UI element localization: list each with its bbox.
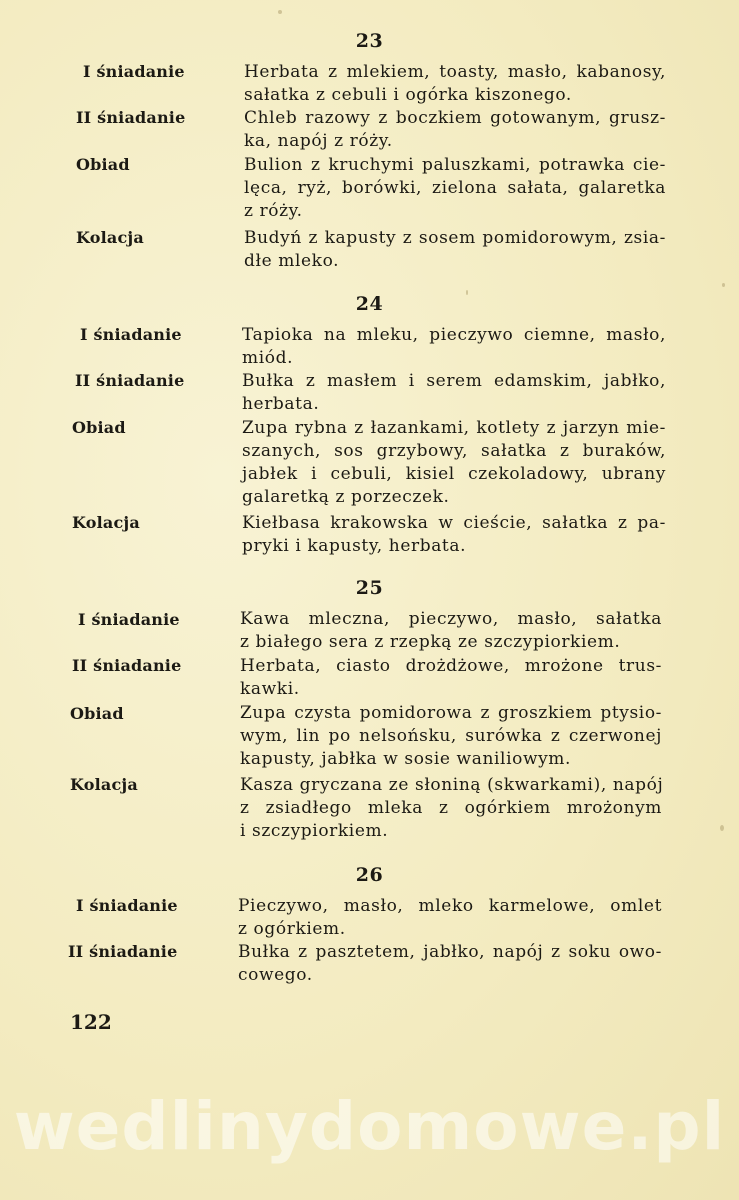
meal-text-line: szanych, sos grzybowy, sałatka z buraków, <box>242 441 666 461</box>
meal-text-line: z róży. <box>244 201 303 221</box>
meal-text-line: galaretką z porzeczek. <box>242 487 450 507</box>
meal-label-supper: Kolacja <box>76 228 144 247</box>
day-number-25: 25 <box>355 577 384 599</box>
day-number-26: 26 <box>355 864 384 886</box>
meal-text-line: cowego. <box>238 965 313 985</box>
meal-label-breakfast-1: I śniadanie <box>78 610 180 629</box>
page-number: 122 <box>70 1010 112 1034</box>
meal-text-line: Herbata z mlekiem, toasty, masło, kabanosy, <box>244 62 666 82</box>
meal-text-line: Chleb razowy z boczkiem gotowanym, grusz- <box>244 108 666 128</box>
meal-label-breakfast-2: II śniadanie <box>72 656 182 675</box>
meal-label-breakfast-2: II śniadanie <box>68 942 178 961</box>
meal-text-line: Bułka z masłem i serem edamskim, jabłko, <box>242 371 666 391</box>
meal-label-breakfast-2: II śniadanie <box>76 108 186 127</box>
meal-text-line: z ogórkiem. <box>238 919 346 939</box>
meal-text-line: Zupa rybna z łazankami, kotlety z jarzyn mie- <box>242 418 666 438</box>
meal-text-line: lęca, ryż, borówki, zielona sałata, galaretka <box>244 178 666 198</box>
meal-text-line: herbata. <box>242 394 320 414</box>
meal-text-line: pryki i kapusty, herbata. <box>242 536 467 556</box>
meal-text-line: Herbata, ciasto drożdżowe, mrożone trus- <box>240 656 662 676</box>
paper-speck <box>720 825 724 831</box>
meal-label-breakfast-1: I śniadanie <box>80 325 182 344</box>
meal-label-supper: Kolacja <box>70 775 138 794</box>
day-number-23: 23 <box>355 30 384 52</box>
meal-text-line: dłe mleko. <box>244 251 340 271</box>
meal-text-line: Kasza gryczana ze słoniną (skwarkami), napój <box>240 775 664 795</box>
watermark-text: wedlinydomowe.pl <box>13 1088 726 1165</box>
meal-text-line: i szczypiorkiem. <box>240 821 389 841</box>
meal-text-line: kapusty, jabłka w sosie waniliowym. <box>240 749 572 769</box>
day-number-24: 24 <box>355 293 384 315</box>
meal-label-breakfast-2: II śniadanie <box>75 371 185 390</box>
meal-text-line: miód. <box>242 348 294 368</box>
meal-text-line: kawki. <box>240 679 300 699</box>
meal-text-line: Zupa czysta pomidorowa z groszkiem ptysio- <box>240 703 662 723</box>
meal-text-line: sałatka z cebuli i ogórka kiszonego. <box>244 85 572 105</box>
meal-text-line: jabłek i cebuli, kisiel czekoladowy, ubrany <box>242 464 666 484</box>
meal-label-lunch: Obiad <box>70 704 124 723</box>
meal-label-breakfast-1: I śniadanie <box>83 62 185 81</box>
meal-text-line: Bulion z kruchymi paluszkami, potrawka cie- <box>244 155 666 175</box>
meal-text-line: z białego sera z rzepką ze szczypiorkiem. <box>240 632 621 652</box>
meal-text-line: ka, napój z róży. <box>244 131 393 151</box>
meal-text-line: Kiełbasa krakowska w cieście, sałatka z pa- <box>242 513 666 533</box>
meal-label-breakfast-1: I śniadanie <box>76 896 178 915</box>
meal-label-lunch: Obiad <box>76 155 130 174</box>
meal-text-line: Kawa mleczna, pieczywo, masło, sałatka <box>240 609 662 629</box>
meal-text-line: Bułka z pasztetem, jabłko, napój z soku owo- <box>238 942 662 962</box>
meal-text-line: z zsiadłego mleka z ogórkiem mrożonym <box>240 798 662 818</box>
meal-text-line: Budyń z kapusty z sosem pomidorowym, zsia- <box>244 228 666 248</box>
meal-label-lunch: Obiad <box>72 418 126 437</box>
meal-label-supper: Kolacja <box>72 513 140 532</box>
meal-text-line: Tapioka na mleku, pieczywo ciemne, masło, <box>242 325 666 345</box>
paper-speck <box>722 283 725 287</box>
meal-text-line: Pieczywo, masło, mleko karmelowe, omlet <box>238 896 662 916</box>
paper-speck <box>278 10 282 14</box>
meal-text-line: wym, lin po nelsońsku, surówka z czerwonej <box>240 726 662 746</box>
